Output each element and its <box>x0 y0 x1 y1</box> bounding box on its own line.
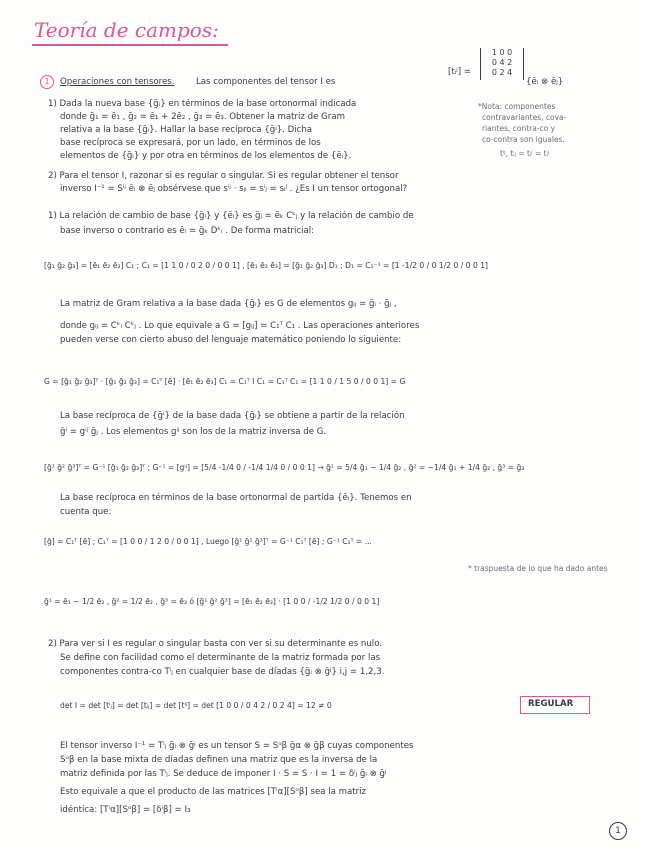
page-title: Teoría de campos: <box>34 18 219 42</box>
title-underline <box>32 44 228 46</box>
q1-line-1: 1) Dada la nueva base {ḡᵢ} en términos de la base ortonormal indicada <box>48 99 357 109</box>
side-note-1: *Nota: componentes <box>478 102 556 111</box>
q2-line-2: inverso I⁻¹ = Sⁱʲ ēᵢ ⊗ ēⱼ obsérvese que sⁱʲ · sⱼᵢ = sⁱⱼ = sᵢʲ . ¿Es I un tensor ortogonal? <box>60 184 408 194</box>
a2-line-1: 2) Para ver si I es regular o singular basta con ver si su determinante es nulo. <box>48 639 383 649</box>
a1-line-2: base inverso o contrario es ēᵢ = ḡₖ Dᵏᵢ . De forma matricial: <box>60 226 315 236</box>
section-number: 1 <box>40 75 54 89</box>
q1-line-3: relativa a la base {ḡᵢ}. Hallar la base recíproca {ḡʲ}. Dicha <box>60 125 313 135</box>
a1-line-9: ḡⁱ = gⁱʲ ḡⱼ . Los elementos gⁱʲ son los de la matriz inversa de G. <box>60 427 327 437</box>
side-note-3: riantes, contra-co y <box>482 124 556 133</box>
a2-line-9: idéntica: [Tⁱα][Sᵅβ] = [δⁱβ] = I₃ <box>60 805 191 815</box>
a2-line-2: Se define con facilidad como el determinante de la matriz formada por las <box>60 653 381 663</box>
side-note-2: contravariantes, cova- <box>482 113 567 122</box>
a1-line-8: La base recíproca de {ḡⁱ} de la base dada {ḡᵢ} se obtiene a partir de la relación <box>60 411 405 421</box>
q1-line-5: elementos de {ḡᵢ} y por otra en términos de los elementos de {ēᵢ}. <box>60 151 352 161</box>
side-note-5: tⁱʲ, tᵢⱼ = tᵢʲ = tᵢʲ <box>500 149 550 158</box>
a2-line-5: El tensor inverso I⁻¹ = Tⁱⱼ ḡᵢ ⊗ ḡʲ es un tensor S = Sᵅβ ḡα ⊗ ḡβ cuyas componentes <box>60 741 414 751</box>
tensor-basis: {ēᵢ ⊗ ēⱼ} <box>526 77 564 87</box>
section-heading: Operaciones con tensores. <box>60 77 175 87</box>
section-intro: Las componentes del tensor I es <box>196 77 336 87</box>
a1-line-14: ḡ¹ = ē₁ − 1/2 ē₂ , ḡ² = 1/2 ē₂ , ḡ³ = ē₃ ó [ḡ¹ ḡ² ḡ³] = [ē₁ ē₂ ē₃] · [1 0 0 / -1/2 1/2 0 / 0 0 1] <box>44 597 380 606</box>
a1-line-7: G = [ḡ₁ ḡ₂ ḡ₃]ᵀ · [ḡ₁ ḡ₂ ḡ₃] = C₁ᵀ [ē] · [ē₁ ē₂ ē₃] C₁ = C₁ᵀ I C₁ = C₁ᵀ C₁ = [1 1 0 / 1 5 0 / 0 0 1] = G <box>44 377 406 386</box>
a1-line-6: pueden verse con cierto abuso del lenguaje matemático poniendo lo siguiente: <box>60 335 402 345</box>
a1-line-4: La matriz de Gram relativa a la base dada {ḡᵢ} es G de elementos gᵢⱼ = ḡᵢ · ḡⱼ , <box>60 299 397 309</box>
a1-line-3: [ḡ₁ ḡ₂ ḡ₃] = [ē₁ ē₂ ē₃] C₁ ; C₁ = [1 1 0 / 0 2 0 / 0 0 1] , [ē₁ ē₂ ē₃] = [ḡ₁ ḡ₂ ḡ₃] D₁ ; D₁ = C₁⁻¹ = [1 -1/2 0 / 0 1/2 0 / 0 0 1] <box>44 261 489 270</box>
q2-line-1: 2) Para el tensor I, razonar si es regular o singular. Si es regular obtener el tensor <box>48 171 399 181</box>
a2-line-4: det I = det [tⁱⱼ] = det [tᵢⱼ] = det [tⁱʲ] = det [1 0 0 / 0 4 2 / 0 2 4] = 12 ≠ 0 <box>60 701 332 710</box>
q1-line-4: base recíproca se expresará, por un lado, en términos de los <box>60 138 321 148</box>
regular-label: REGULAR <box>528 699 574 709</box>
side-note-4: co-contra son iguales. <box>482 135 565 144</box>
a1-line-5: donde gᵢⱼ = Cᵏᵢ Cᵏⱼ . Lo que equivale a G = [gᵢⱼ] = C₁ᵀ C₁ . Las operaciones anteriores <box>60 321 420 331</box>
a1-line-10: [ḡ¹ ḡ² ḡ³]ᵀ = G⁻¹ [ḡ₁ ḡ₂ ḡ₃]ᵀ ; G⁻¹ = [gⁱʲ] = [5/4 -1/4 0 / -1/4 1/4 0 / 0 0 1] → ḡ¹ = 5/4 ḡ₁ − 1/4 ḡ₂ , ḡ² = −1/4 ḡ₁ + 1/4 ḡ₂ , ḡ³ = ḡ₃ <box>44 463 525 472</box>
a1-line-11: La base recíproca en términos de la base ortonormal de partida {ēᵢ}. Tenemos en <box>60 493 412 503</box>
annotation-note: * traspuesta de lo que ha dado antes <box>468 564 608 573</box>
a2-line-6: Sᵅβ en la base mixta de díadas definen una matriz que es la inversa de la <box>60 755 378 765</box>
tensor-matrix: 1 0 0 0 4 2 0 2 4 <box>480 48 524 80</box>
a2-line-7: matriz definida por las Tⁱⱼ. Se deduce de imponer I · S = S · I = 1 = δⁱⱼ ḡᵢ ⊗ ḡʲ <box>60 769 387 779</box>
a1-line-12: cuenta que: <box>60 507 112 517</box>
a1-line-13: [ḡ] = C₁ᵀ [ē] ; C₁ᵀ = [1 0 0 / 1 2 0 / 0 0 1] , Luego [ḡ¹ ḡ² ḡ³]ᵀ = G⁻¹ C₁ᵀ [ē] ; G⁻¹ C₁ᵀ = ... <box>44 537 372 546</box>
a2-line-8: Esto equivale a que el producto de las matrices [Tⁱα][Sᵅβ] sea la matriz <box>60 787 367 797</box>
a1-line-1: 1) La relación de cambio de base {ḡᵢ} y {ēᵢ} es ḡⱼ = ēₖ Cᵏⱼ y la relación de cambio de <box>48 211 414 221</box>
page-number: 1 <box>609 822 627 840</box>
q1-line-2: donde ḡ₁ = ē₁ , ḡ₂ = ē₁ + 2ē₂ , ḡ₃ = ē₃. Obtener la matriz de Gram <box>60 112 345 122</box>
tensor-label: [tᵢʲ] = <box>448 67 472 77</box>
a2-line-3: componentes contra-co Tⁱⱼ en cualquier base de díadas {ḡᵢ ⊗ ḡʲ} i,j = 1,2,3. <box>60 667 385 677</box>
